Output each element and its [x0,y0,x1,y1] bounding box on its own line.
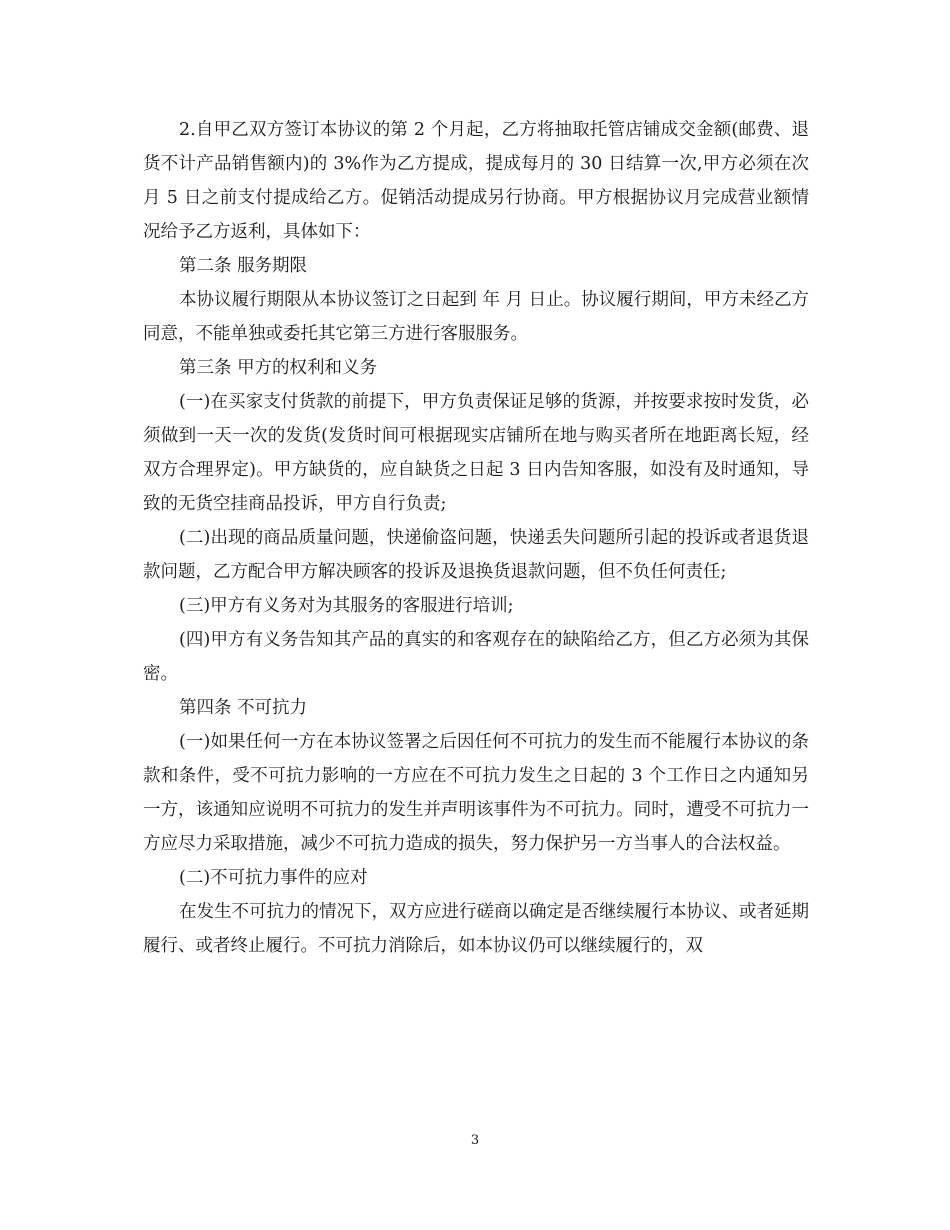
paragraph-force-majeure-item-1: (一)如果任何一方在本协议签署之后因任何不可抗力的发生而不能履行本协议的条款和条件，受不可抗力影响的一方应在不可抗力发生之日起的 3 个工作日之内通知另一方，该通知应说明不可抗力的发生并声明该事件为不可抗力。同时，遭受不可抗力一方应尽力采取措施，减少不可抗力造成的损失，努力保护另一方当事人的合法权益。 [143,732,809,854]
paragraph-party-a-item-1: (一)在买家支付货款的前提下，甲方负责保证足够的货源，并按要求按时发货，必须做到一天一次的发货(发货时间可根据现实店铺所在地与购买者所在地距离长短，经双方合理界定)。甲方缺货的，应自缺货之日起 3 日内告知客服，如没有及时通知，导致的无货空挂商品投诉，甲方自行负责; [143,392,809,514]
section-heading-party-a-rights: 第三条 甲方的权利和义务 [179,358,378,378]
document-body [143,113,809,963]
section-heading-service-period: 第二条 服务期限 [179,256,308,276]
paragraph-commission-terms: 2.自甲乙双方签订本协议的第 2 个月起，乙方将抽取托管店铺成交金额(邮费、退货不计产品销售额内)的 3%作为乙方提成，提成每月的 30 日结算一次,甲方必须在次月 5 日之前支付提成给乙方。促销活动提成另行协商。甲方根据协议月完成营业额情况给予乙方返利，具体如下： [143,120,809,242]
paragraph-force-majeure-response: 在发生不可抗力的情况下，双方应进行磋商以确定是否继续履行本协议、或者延期履行、或者终止履行。不可抗力消除后，如本协议仍可以继续履行的，双 [143,902,809,956]
paragraph-force-majeure-item-2-title: (二)不可抗力事件的应对 [179,868,368,888]
paragraph-service-period: 本协议履行期限从本协议签订之日起到 年 月 日止。协议履行期间，甲方未经乙方同意，不能单独或委托其它第三方进行客服服务。 [143,290,809,344]
page-number: 3 [470,1133,480,1148]
section-heading-force-majeure: 第四条 不可抗力 [179,698,308,718]
paragraph-party-a-item-4: (四)甲方有义务告知其产品的真实的和客观存在的缺陷给乙方，但乙方必须为其保密。 [143,630,809,684]
paragraph-party-a-item-2: (二)出现的商品质量问题，快递偷盗问题，快递丢失问题所引起的投诉或者退货退款问题，乙方配合甲方解决顾客的投诉及退换货退款问题，但不负任何责任; [143,528,809,582]
paragraph-party-a-item-3: (三)甲方有义务对为其服务的客服进行培训; [179,596,514,616]
